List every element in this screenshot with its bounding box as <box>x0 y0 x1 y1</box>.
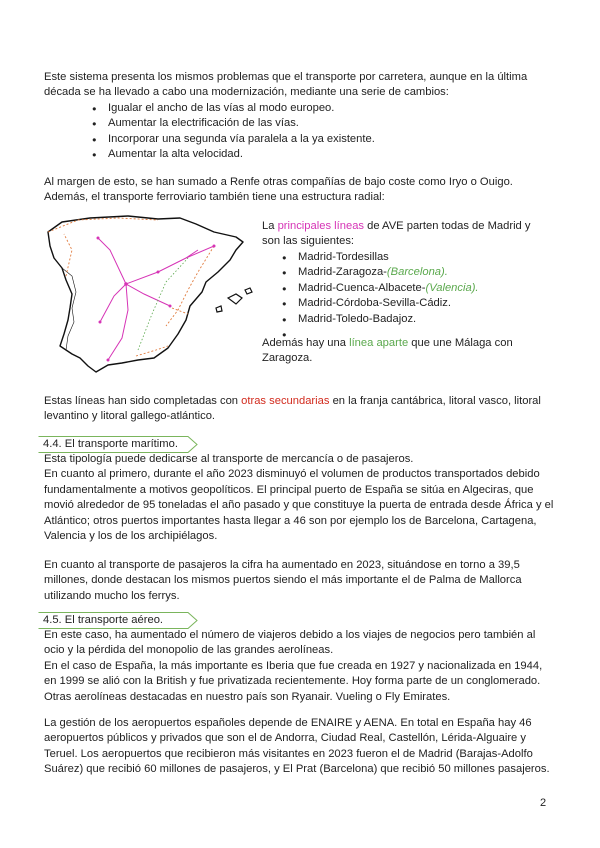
spain-railway-map <box>38 210 256 378</box>
spain-outline <box>48 216 243 372</box>
maritime-paragraph: Esta tipología puede dedicarse al transporte de mercancía o de pasajeros. En cuanto al primero, durante el año 2023 disminuyó el volumen de productos transportados debido fundamentalmente a motivos geopolíticos. El principal puerto de España se sitúa en Algeciras, que movió alrededor de 95 toneladas el año pasado y que constituye la puerta de entrada desde África y el Atlántico; otros puertos importantes hasta llegar a 46 son por ejemplo los de Barcelona, Cartagena, Valencia y los de los archipiélagos. <box>44 453 554 543</box>
ave-lines-list <box>282 250 556 342</box>
air-paragraph: En este caso, ha aumentado el número de viajeros debido a los viajes de negocios pero también al ocio y la pérdida del monopolio de las grandes aerolíneas. En el caso de España, la más importante es Iberia que fue creada en 1927 y nacionalizada en 1944, en 1999 se alió con la British y fue privatizada recientemente. Hoy forma parte de un conglomerado. Otras aerolíneas destacadas en nuestro país son Ryanair. Vueling o Fly Emirates. <box>44 629 543 703</box>
list-item: ● Madrid-Zaragoza-(Barcelona). <box>282 265 556 280</box>
list-item: ● Incorporar una segunda vía paralela a la ya existente. <box>92 132 532 147</box>
highlight-secondary: otras secundarias <box>241 395 330 407</box>
list-item: ● Madrid-Toledo-Badajoz. <box>282 312 556 327</box>
page-number: 2 <box>540 797 547 809</box>
airports-paragraph: La gestión de los aeropuertos españoles depende de ENAIRE y AENA. En total en España hay 46 aeropuertos públicos y privados que son el de Andorra, Ciudad Real, Castellón, Lérida-Alguaire y Teruel. Los aeropuertos que recibieron más visitantes en 2023 fueron el de Madrid (Barajas-Adolfo Suárez) que recibió 60 millones de pasajeros, y El Prat (Barcelona) que recibió 50 millones pasajeros. <box>44 717 550 776</box>
secondary-lines-green <box>138 258 188 350</box>
changes-list <box>92 101 532 163</box>
balearic-islands <box>216 288 252 312</box>
maritime-passengers-paragraph: En cuanto al transporte de pasajeros la cifra ha aumentado en 2023, situándose en torno a 39,5 millones, donde destacan los mismos puertos siendo el más importante el de Palma de Mallorca utilizando mucho los ferrys. <box>44 559 522 602</box>
list-item: ● Madrid-Córdoba-Sevilla-Cádiz. <box>282 296 556 311</box>
list-item: ● Aumentar la electrificación de las vías. <box>92 116 532 131</box>
list-item: ● Madrid-Tordesillas <box>282 250 556 265</box>
list-item: ● Igualar el ancho de las vías al modo europeo. <box>92 101 532 116</box>
ave-intro: La principales líneas de AVE parten todas de Madrid y son las siguientes: <box>262 220 531 248</box>
secondary-lines-paragraph: Estas líneas han sido completadas con otras secundarias en la franja cantábrica, litoral vasco, litoral levantino y litoral gallego-atlántico. <box>44 395 541 423</box>
section-heading-maritime: 4.4. El transporte marítimo. <box>38 436 203 453</box>
section-heading-air: 4.5. El transporte aéreo. <box>38 612 203 629</box>
highlight-separate-line: línea aparte <box>349 337 409 349</box>
highlight-principal-lines: principales líneas <box>277 220 365 232</box>
ave-apart-line: Además hay una línea aparte que une Málaga con Zaragoza. <box>262 337 513 365</box>
companies-paragraph: Al margen de esto, se han sumado a Renfe otras compañías de bajo coste como Iryo o Ouigo. Además, el transporte ferroviario también tiene una estructura radial: <box>44 176 513 204</box>
list-item: ● Madrid-Cuenca-Albacete-(Valencia). <box>282 281 556 296</box>
portugal-border <box>62 268 76 350</box>
intro-paragraph: Este sistema presenta los mismos problemas que el transporte por carretera, aunque en la última década se ha llevado a cabo una modernización, mediante una serie de cambios: <box>44 71 528 99</box>
list-item: ● Aumentar la alta velocidad. <box>92 147 532 162</box>
